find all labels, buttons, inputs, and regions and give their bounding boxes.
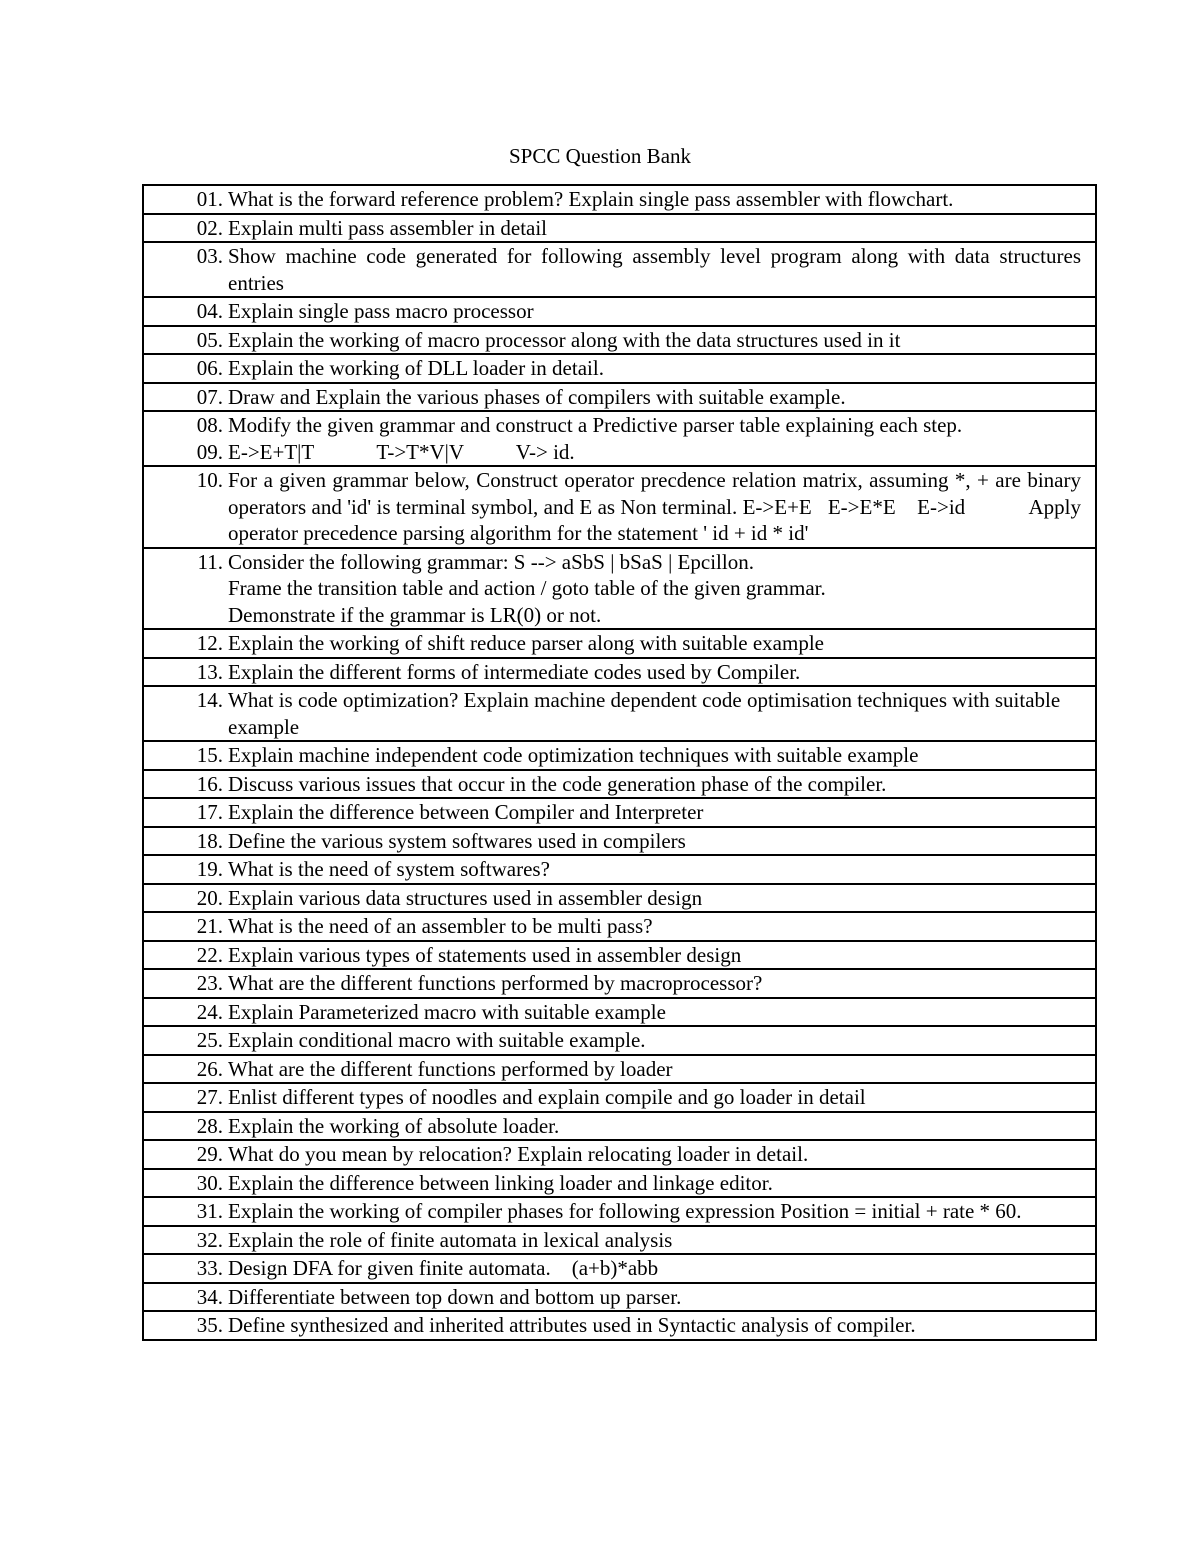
question-number: 30.	[196, 1170, 223, 1195]
question-text: Draw and Explain the various phases of compilers with suitable example.	[228, 384, 846, 409]
question-text: Explain Parameterized macro with suitable example	[228, 999, 666, 1024]
question-number: 19.	[196, 857, 223, 881]
question-number: 21.	[196, 914, 223, 938]
question-cell	[143, 912, 1096, 941]
question-row	[143, 855, 1096, 884]
question-item	[144, 630, 1095, 657]
question-item	[144, 215, 1095, 242]
question-item	[144, 439, 1095, 466]
question-cell	[143, 969, 1096, 998]
question-number: 09.	[196, 439, 223, 464]
question-row	[143, 884, 1096, 913]
question-row	[143, 1083, 1096, 1112]
question-item	[144, 1084, 1095, 1111]
question-row	[143, 1283, 1096, 1312]
question-row	[143, 770, 1096, 799]
question-row	[143, 297, 1096, 326]
question-row	[143, 185, 1096, 214]
question-text: Define the various system softwares used in compilers	[228, 828, 686, 853]
question-item	[144, 1027, 1095, 1054]
question-item	[144, 467, 1095, 547]
question-text	[223, 549, 1095, 629]
question-text: Show machine code generated for following assembly level program along with data structures entries	[228, 244, 1081, 295]
question-text: E->E+T|T T->T*V|V V-> id.	[228, 439, 575, 464]
question-text: What do you mean by relocation? Explain relocating loader in detail.	[228, 1142, 809, 1166]
question-item	[144, 1170, 1095, 1197]
question-text: Explain the working of DLL loader in detail.	[228, 356, 604, 380]
question-item	[144, 412, 1095, 439]
question-number: 03.	[196, 244, 223, 268]
question-item	[144, 999, 1095, 1026]
question-cell	[143, 658, 1096, 687]
question-text: What is the need of system softwares?	[228, 857, 550, 881]
question-cell	[143, 1197, 1096, 1226]
question-item	[144, 1255, 1095, 1282]
question-text: Differentiate between top down and bottom up parser.	[228, 1284, 682, 1309]
question-item	[144, 659, 1095, 686]
question-item	[144, 186, 1095, 213]
question-cell	[143, 1283, 1096, 1312]
question-cell	[143, 354, 1096, 383]
question-item	[144, 1312, 1095, 1339]
question-item	[144, 298, 1095, 325]
question-number: 01.	[196, 187, 223, 211]
question-text: Explain the working of shift reduce parser along with suitable example	[228, 631, 824, 655]
question-number: 34.	[196, 1284, 223, 1309]
question-cell	[143, 411, 1096, 466]
question-item	[144, 913, 1095, 940]
question-cell	[143, 1140, 1096, 1169]
question-row	[143, 686, 1096, 741]
question-cell	[143, 629, 1096, 658]
question-item	[144, 856, 1095, 883]
question-text: Explain the working of absolute loader.	[228, 1113, 560, 1138]
question-item	[144, 327, 1095, 354]
question-row	[143, 242, 1096, 297]
question-text: Explain various types of statements used in assembler design	[228, 942, 742, 967]
question-item	[144, 549, 1095, 629]
question-text: What are the different functions performed by macroprocessor?	[228, 971, 763, 995]
question-cell	[143, 1226, 1096, 1255]
question-row	[143, 214, 1096, 243]
question-cell	[143, 1311, 1096, 1340]
question-number: 07.	[196, 384, 223, 409]
question-row	[143, 941, 1096, 970]
question-cell	[143, 242, 1096, 297]
question-number: 27.	[196, 1085, 223, 1109]
question-row	[143, 969, 1096, 998]
question-number: 16.	[196, 771, 223, 796]
question-cell	[143, 741, 1096, 770]
document-title: SPCC Question Bank	[508, 144, 692, 168]
question-item	[144, 1056, 1095, 1083]
question-row	[143, 827, 1096, 856]
question-cell	[143, 770, 1096, 799]
question-text: Explain the different forms of intermediate codes used by Compiler.	[228, 659, 801, 684]
question-text: What is code optimization? Explain machine dependent code optimisation techniques with suitable example	[228, 688, 1061, 739]
question-cell	[143, 297, 1096, 326]
question-cell	[143, 884, 1096, 913]
question-cell	[143, 1169, 1096, 1198]
question-text-line: Consider the following grammar: S --> aSbS | bSaS | Epcillon.	[228, 549, 754, 574]
question-text: Explain various data structures used in assembler design	[228, 885, 703, 910]
question-item	[144, 384, 1095, 411]
question-number: 04.	[196, 299, 223, 323]
question-cell	[143, 1055, 1096, 1084]
question-row	[143, 383, 1096, 412]
question-number: 13.	[196, 659, 223, 684]
question-number: 08.	[196, 413, 223, 437]
question-number: 31.	[196, 1199, 223, 1223]
question-number: 10.	[196, 468, 223, 492]
question-row	[143, 1197, 1096, 1226]
question-text-line: Frame the transition table and action / goto table of the given grammar.	[228, 576, 826, 600]
question-cell	[143, 1026, 1096, 1055]
question-text: Explain the working of macro processor along with the data structures used in it	[228, 327, 901, 352]
question-text: Explain conditional macro with suitable example.	[228, 1028, 646, 1052]
question-text: What is the need of an assembler to be multi pass?	[228, 914, 653, 938]
question-item	[144, 687, 1095, 740]
question-row	[143, 629, 1096, 658]
question-number: 33.	[196, 1256, 223, 1280]
question-number: 24.	[196, 999, 223, 1024]
question-cell	[143, 827, 1096, 856]
question-cell	[143, 798, 1096, 827]
question-number: 23.	[196, 971, 223, 995]
question-cell	[143, 466, 1096, 548]
question-item	[144, 828, 1095, 855]
question-cell	[143, 941, 1096, 970]
question-row	[143, 1055, 1096, 1084]
question-item	[144, 243, 1095, 296]
question-cell	[143, 1112, 1096, 1141]
question-cell	[143, 686, 1096, 741]
question-text: Enlist different types of noodles and explain compile and go loader in detail	[228, 1085, 866, 1109]
question-cell	[143, 383, 1096, 412]
question-item	[144, 942, 1095, 969]
question-number: 35.	[196, 1313, 223, 1337]
question-row	[143, 798, 1096, 827]
question-cell	[143, 998, 1096, 1027]
question-text: Discuss various issues that occur in the code generation phase of the compiler.	[228, 771, 887, 796]
question-table	[142, 184, 1097, 1341]
question-text: Explain the difference between linking loader and linkage editor.	[228, 1170, 773, 1195]
question-cell	[143, 1254, 1096, 1283]
question-text: Design DFA for given finite automata. (a+b)*abb	[228, 1256, 659, 1280]
question-row	[143, 912, 1096, 941]
question-row	[143, 1226, 1096, 1255]
question-text: Explain the difference between Compiler and Interpreter	[228, 800, 704, 824]
question-text: Explain the working of compiler phases for following expression Position = initial + rate * 60.	[228, 1199, 1022, 1223]
question-item	[144, 1141, 1095, 1168]
question-number: 02.	[196, 215, 223, 240]
question-item	[144, 355, 1095, 382]
question-row	[143, 1311, 1096, 1340]
question-row	[143, 1112, 1096, 1141]
question-item	[144, 1284, 1095, 1311]
question-row	[143, 658, 1096, 687]
question-number: 32.	[196, 1227, 223, 1252]
question-cell	[143, 185, 1096, 214]
question-text: Define synthesized and inherited attributes used in Syntactic analysis of compiler.	[228, 1313, 916, 1337]
question-row	[143, 1026, 1096, 1055]
question-number: 26.	[196, 1056, 223, 1081]
question-item	[144, 1198, 1095, 1225]
question-number: 12.	[196, 631, 223, 655]
question-number: 25.	[196, 1028, 223, 1052]
question-item	[144, 771, 1095, 798]
question-row	[143, 1169, 1096, 1198]
question-number: 18.	[196, 828, 223, 853]
question-number: 22.	[196, 942, 223, 967]
question-number: 14.	[196, 688, 223, 712]
question-item	[144, 799, 1095, 826]
question-row	[143, 741, 1096, 770]
question-cell	[143, 214, 1096, 243]
question-cell	[143, 326, 1096, 355]
question-text-line: Demonstrate if the grammar is LR(0) or not.	[228, 602, 602, 627]
question-number: 05.	[196, 327, 223, 352]
question-number: 11.	[197, 549, 223, 574]
question-text: Modify the given grammar and construct a Predictive parser table explaining each step.	[228, 413, 963, 437]
question-number: 29.	[196, 1142, 223, 1166]
question-cell	[143, 548, 1096, 630]
question-number: 17.	[196, 800, 223, 824]
question-number: 20.	[196, 885, 223, 910]
question-text: What is the forward reference problem? Explain single pass assembler with flowchart.	[228, 187, 954, 211]
question-row	[143, 1254, 1096, 1283]
question-text: For a given grammar below, Construct operator precdence relation matrix, assuming *, + are binary operators and 'id' is terminal symbol, and E as Non terminal. E->E+E E->E*E E->id Apply operator precedence parsing algorithm for the statement ' id + id * id'	[228, 468, 1087, 545]
question-item	[144, 970, 1095, 997]
question-row	[143, 1140, 1096, 1169]
question-text: Explain machine independent code optimization techniques with suitable example	[228, 743, 919, 767]
question-number: 15.	[196, 743, 223, 767]
question-row	[143, 998, 1096, 1027]
question-text: Explain multi pass assembler in detail	[228, 215, 548, 240]
question-row	[143, 326, 1096, 355]
question-item	[144, 742, 1095, 769]
question-text: What are the different functions performed by loader	[228, 1056, 673, 1081]
question-item	[144, 1227, 1095, 1254]
question-row	[143, 466, 1096, 548]
question-text: Explain the role of finite automata in lexical analysis	[228, 1227, 673, 1252]
question-cell	[143, 1083, 1096, 1112]
question-cell	[143, 855, 1096, 884]
question-number: 06.	[196, 356, 223, 380]
question-row	[143, 354, 1096, 383]
question-item	[144, 1113, 1095, 1140]
question-row	[143, 411, 1096, 466]
question-row	[143, 548, 1096, 630]
question-table-body	[143, 185, 1096, 1340]
question-text: Explain single pass macro processor	[228, 299, 534, 323]
question-item	[144, 885, 1095, 912]
question-number: 28.	[196, 1113, 223, 1138]
